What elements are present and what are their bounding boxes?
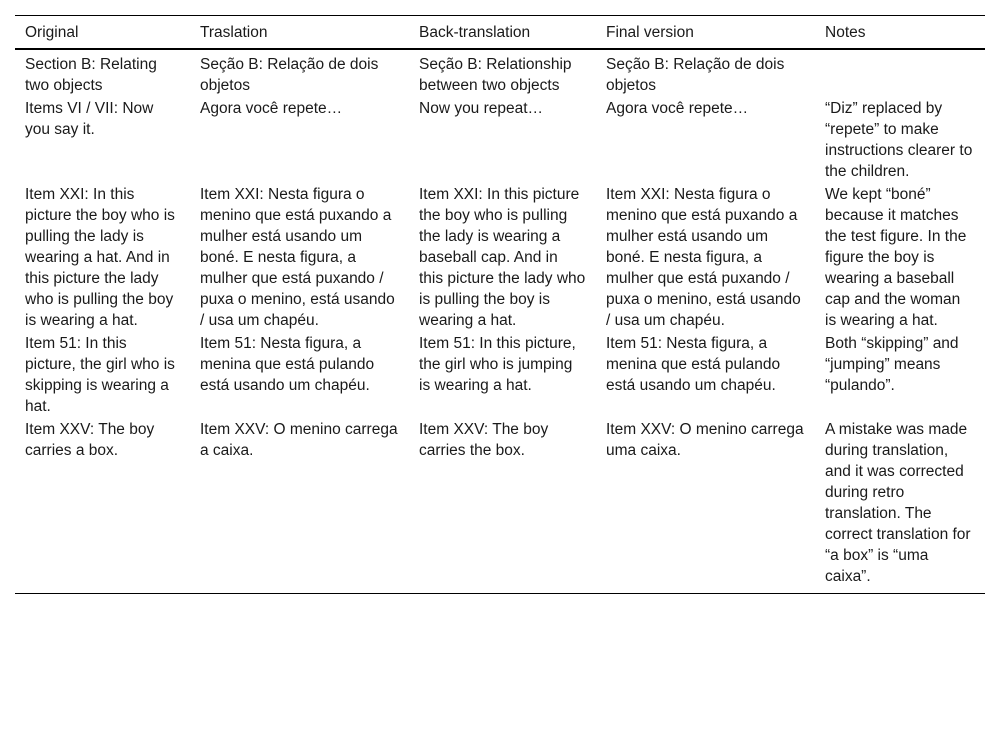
table-body: [15, 49, 985, 594]
cell-notes: Both “skipping” and “jumping” means “pulando”.: [825, 335, 959, 394]
cell-notes: “Diz” replaced by “repete” to make instructions clearer to the children.: [825, 100, 973, 180]
translation-table: [15, 15, 985, 594]
table-row: [15, 97, 985, 183]
table-header: [15, 16, 985, 50]
cell-notes: A mistake was made during translation, and it was corrected during retro translation. The correct translation for “a box” is “uma caixa”.: [825, 421, 971, 585]
header-notes: Notes: [825, 24, 866, 41]
cell-back-translation: Seção B: Relationship between two objects: [419, 56, 572, 94]
cell-original: Section B: Relating two objects: [25, 56, 157, 94]
header-back-translation: Back-translation: [419, 24, 531, 41]
cell-original: Item 51: In this picture, the girl who is skipping is wearing a hat.: [25, 335, 175, 415]
cell-notes: We kept “boné” because it matches the test figure. In the figure the boy is wearing a baseball cap and the woman is wearing a hat.: [825, 186, 967, 329]
cell-final-version: Item 51: Nesta figura, a menina que está pulando está usando um chapéu.: [606, 335, 781, 394]
cell-original: Item XXI: In this picture the boy who is pulling the lady is wearing a hat. And in this picture the lady who is pulling the boy is wearing a hat.: [25, 186, 175, 329]
cell-original: Items VI / VII: Now you say it.: [25, 100, 154, 138]
cell-back-translation: Now you repeat…: [419, 100, 544, 117]
cell-translation: Item XXV: O menino carrega a caixa.: [200, 421, 398, 459]
header-row: [15, 16, 985, 50]
translation-table-container: [15, 15, 985, 594]
cell-final-version: Agora você repete…: [606, 100, 749, 117]
cell-back-translation: Item XXI: In this picture the boy who is pulling the lady is wearing a baseball cap. And in this picture the lady who is pulling the boy is wearing a hat.: [419, 186, 586, 329]
table-row: [15, 49, 985, 97]
cell-notes: [815, 49, 985, 97]
table-row: [15, 418, 985, 594]
cell-translation: Item XXI: Nesta figura o menino que está puxando a mulher está usando um boné. E nesta figura, a mulher que está puxando / puxa o menino, está usando / usa um chapéu.: [200, 186, 395, 329]
header-translation: Traslation: [200, 24, 268, 41]
cell-back-translation: Item XXV: The boy carries the box.: [419, 421, 549, 459]
cell-back-translation: Item 51: In this picture, the girl who is jumping is wearing a hat.: [419, 335, 576, 394]
table-row: [15, 332, 985, 418]
cell-original: Item XXV: The boy carries a box.: [25, 421, 155, 459]
cell-final-version: Seção B: Relação de dois objetos: [606, 56, 785, 94]
cell-translation: Item 51: Nesta figura, a menina que está pulando está usando um chapéu.: [200, 335, 375, 394]
cell-translation: Seção B: Relação de dois objetos: [200, 56, 379, 94]
header-original: Original: [25, 24, 79, 41]
cell-final-version: Item XXV: O menino carrega uma caixa.: [606, 421, 804, 459]
header-final-version: Final version: [606, 24, 694, 41]
cell-final-version: Item XXI: Nesta figura o menino que está puxando a mulher está usando um boné. E nesta figura, a mulher que está puxando / puxa o menino, está usando / usa um chapéu.: [606, 186, 801, 329]
table-row: [15, 183, 985, 332]
cell-translation: Agora você repete…: [200, 100, 343, 117]
